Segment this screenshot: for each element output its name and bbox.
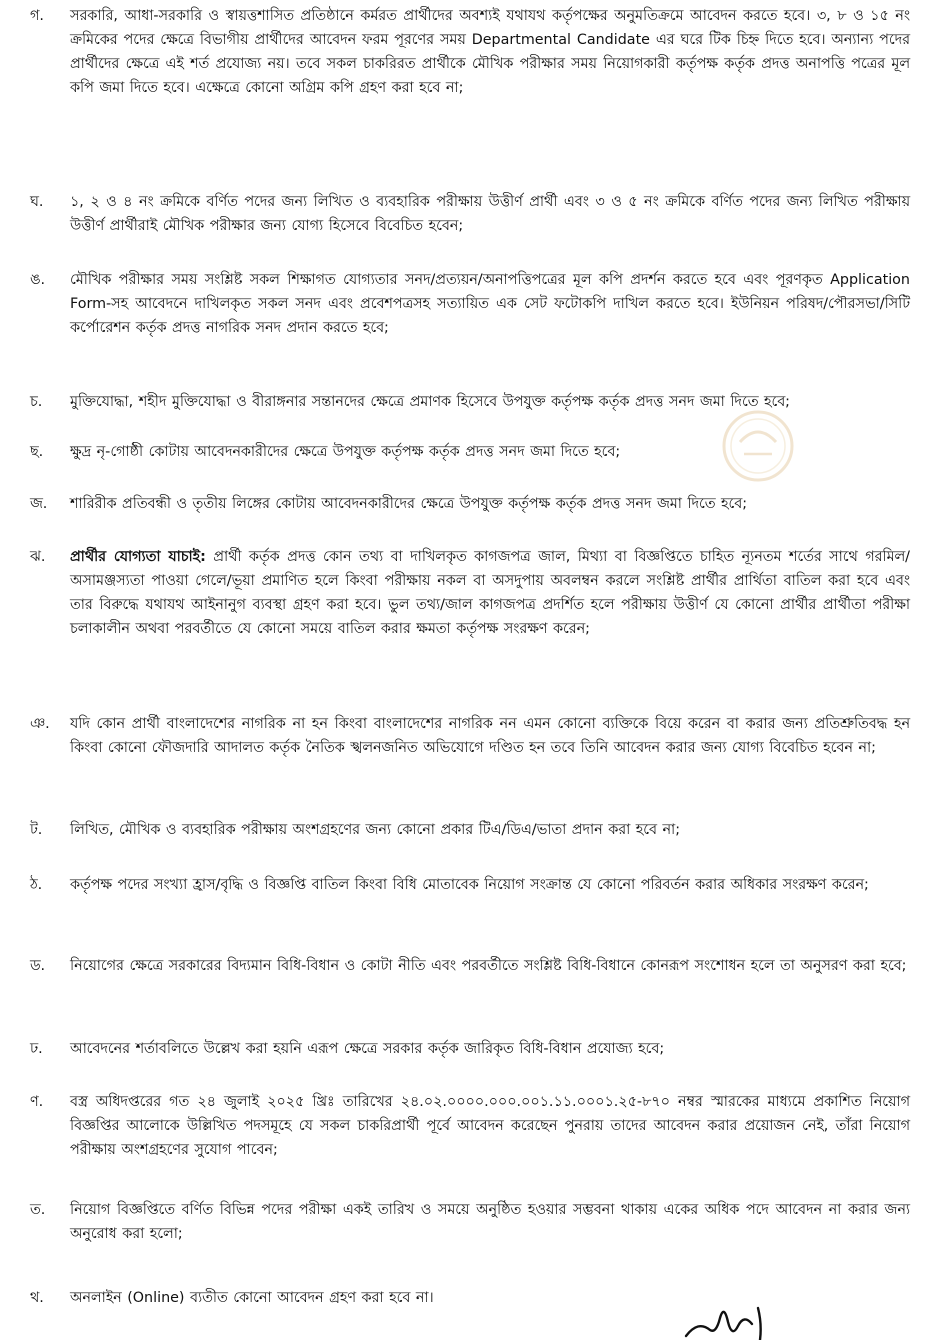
clause-text: কর্তৃপক্ষ পদের সংখ্যা হ্রাস/বৃদ্ধি ও বিজ্ঞপ্তি বাতিল কিংবা বিধি মোতাবেক নিয়োগ সংক্রান্ত যে কোনো পরিবর্তন করার অধিকার সংরক্ষণ করেন; bbox=[70, 877, 869, 893]
clause-text: সরকারি, আধা-সরকারি ও স্বায়ত্তশাসিত প্রতিষ্ঠানে কর্মরত প্রার্থীদের অবশ্যই যথাযথ কর্তৃপক্ষের অনুমতিক্রমে আবেদন করতে হবে। ৩, ৮ ও ১৫ নং ক্রমিকের পদের ক্ষেত্রে বিভাগীয় প্রার্থীদের আবেদন ফরম পূরণের সময় Departmental Candidate এর ঘরে টিক চিহ্ন দিতে হবে। অন্যান্য পদের প্রার্থীদের ক্ষেত্রে এই শর্ত প্রযোজ্য নয়। তবে সকল চাকরিরত প্রার্থীকে মৌখিক পরীক্ষার সময় নিয়োগকারী কর্তৃপক্ষ কর্তৃক প্রদত্ত অনাপত্তি পত্রের মূল কপি জমা দিতে হবে। এক্ষেত্রে কোনো অগ্রিম কপি গ্রহণ করা হবে না; bbox=[70, 8, 910, 96]
clause-text: অনলাইন (Online) ব্যতীত কোনো আবেদন গ্রহণ করা হবে না। bbox=[70, 1290, 434, 1306]
clause-text: বস্ত্র অধিদপ্তরের গত ২৪ জুলাই ২০২৫ খ্রিঃ তারিখের ২৪.০২.০০০০.০০০.০০১.১১.০০০১.২৫-৮৭০ নম্বর স্মারকের মাধ্যমে প্রকাশিত নিয়োগ বিজ্ঞপ্তির আলোকে উল্লিখিত পদসমূহে যে সকল চাকরিপ্রার্থী পূর্বে আবেদন করেছেন পুনরায় তাদের আবেদন করার প্রয়োজন নেই, তাঁরা নিয়োগ পরীক্ষায় অংশগ্রহণের সুযোগ পাবেন; bbox=[70, 1094, 910, 1158]
clause-marker: চ. bbox=[30, 394, 43, 410]
clause-gha bbox=[30, 190, 910, 238]
clause-text: শারিরীক প্রতিবন্ধী ও তৃতীয় লিঙ্গের কোটায় আবেদনকারীদের ক্ষেত্রে উপযুক্ত কর্তৃপক্ষ কর্তৃক প্রদত্ত সনদ জমা দিতে হবে; bbox=[70, 496, 748, 512]
clause-marker: ড. bbox=[30, 958, 46, 974]
clause-ttha bbox=[30, 873, 910, 897]
clause-tta bbox=[30, 818, 910, 842]
clause-text: যদি কোন প্রার্থী বাংলাদেশের নাগরিক না হন কিংবা বাংলাদেশের নাগরিক নন এমন কোনো ব্যক্তিকে বিয়ে করেন বা করার জন্য প্রতিশ্রুতিবদ্ধ হন কিংবা কোনো ফৌজদারি আদালত কর্তৃক নৈতিক স্খলনজনিত অভিযোগে দণ্ডিত হন তবে তিনি আবেদন করার জন্য যোগ্য বিবেচিত হবেন না; bbox=[70, 716, 910, 756]
clause-dda bbox=[30, 954, 910, 978]
clause-marker: ঘ. bbox=[30, 194, 44, 210]
clause-text: আবেদনের শর্তাবলিতে উল্লেখ করা হয়নি এরূপ ক্ষেত্রে সরকার কর্তৃক জারিকৃত বিধি-বিধান প্রযোজ্য হবে; bbox=[70, 1041, 665, 1057]
watermark-logo-icon bbox=[720, 408, 796, 484]
clause-jha bbox=[30, 545, 910, 641]
clause-ta bbox=[30, 1198, 910, 1246]
clause-text: নিয়োগের ক্ষেত্রে সরকারের বিদ্যমান বিধি-বিধান ও কোটা নীতি এবং পরবর্তীতে সংশ্লিষ্ট বিধি-বিধানে কোনরূপ সংশোধন হলে তা অনুসরণ করা হবে; bbox=[70, 958, 907, 974]
candidate-verification-heading: প্রার্থীর যোগ্যতা যাচাই: bbox=[70, 549, 206, 565]
clause-text: লিখিত, মৌখিক ও ব্যবহারিক পরীক্ষায় অংশগ্রহণের জন্য কোনো প্রকার টিএ/ডিএ/ভাতা প্রদান করা হবে না; bbox=[70, 822, 681, 838]
clause-text: মৌখিক পরীক্ষার সময় সংশ্লিষ্ট সকল শিক্ষাগত যোগ্যতার সনদ/প্রত্যয়ন/অনাপত্তিপত্রের মূল কপি প্রদর্শন করতে হবে এবং পূরণকৃত Application Form-সহ আবেদনে দাখিলকৃত সকল সনদ এবং প্রবেশপত্রসহ সত্যায়িত এক সেট ফটোকপি দাখিল করতে হবে। ইউনিয়ন পরিষদ/পৌরসভা/সিটি কর্পোরেশন কর্তৃক প্রদত্ত নাগরিক সনদ প্রদান করতে হবে; bbox=[70, 272, 910, 336]
clause-marker: থ. bbox=[30, 1290, 44, 1306]
clause-uma bbox=[30, 268, 910, 340]
clause-marker: ঞ. bbox=[30, 716, 50, 732]
clause-marker: ঠ. bbox=[30, 877, 43, 893]
clause-marker: গ. bbox=[30, 8, 44, 24]
clause-marker: ঝ. bbox=[30, 549, 46, 565]
signature-mark bbox=[680, 1300, 790, 1340]
clause-text: ক্ষুদ্র নৃ-গোষ্ঠী কোটায় আবেদনকারীদের ক্ষেত্রে উপযুক্ত কর্তৃপক্ষ কর্তৃক প্রদত্ত সনদ জমা দিতে হবে; bbox=[70, 444, 621, 460]
clause-marker: ণ. bbox=[30, 1094, 44, 1110]
clause-text: নিয়োগ বিজ্ঞপ্তিতে বর্ণিত বিভিন্ন পদের পরীক্ষা একই তারিখ ও সময়ে অনুষ্ঠিত হওয়ার সম্ভবনা থাকায় একের অধিক পদে আবেদন না করার জন্য অনুরোধ করা হলো; bbox=[70, 1202, 910, 1242]
clause-ja bbox=[30, 492, 910, 516]
clause-marker: জ. bbox=[30, 496, 48, 512]
clause-marker: ঢ. bbox=[30, 1041, 43, 1057]
clause-marker: ত. bbox=[30, 1202, 46, 1218]
clause-nna bbox=[30, 1090, 910, 1162]
clause-text: ১, ২ ও ৪ নং ক্রমিকে বর্ণিত পদের জন্য লিখিত ও ব্যবহারিক পরীক্ষায় উত্তীর্ণ প্রার্থী এবং ৩ ও ৫ নং ক্রমিকে বর্ণিত পদের জন্য লিখিত পরীক্ষায় উত্তীর্ণ প্রার্থীরাই মৌখিক পরীক্ষার জন্য যোগ্য হিসেবে বিবেচিত হবেন; bbox=[70, 194, 910, 234]
clause-marker: ঙ. bbox=[30, 272, 46, 288]
clause-text: প্রার্থী কর্তৃক প্রদত্ত কোন তথ্য বা দাখিলকৃত কাগজপত্র জাল, মিথ্যা বা বিজ্ঞপ্তিতে চাহিত ন্যূনতম শর্তের সাথে গরমিল/অসামঞ্জস্যতা পাওয়া গেলে/ভূয়া প্রমাণিত হলে কিংবা পরীক্ষায় নকল বা অসদুপায় অবলম্বন করলে সংশ্লিষ্ট প্রার্থীর প্রার্থিতা বাতিল করা হবে এবং তার বিরুদ্ধে যথাযথ আইনানুগ ব্যবস্থা গ্রহণ করা হবে। ভুল তথ্য/জাল কাগজপত্র প্রদর্শিত হলে পরীক্ষায় উত্তীর্ণ যে কোনো প্রার্থীর প্রার্থীতা পরীক্ষা চলাকালীন অথবা পরবর্তীতে যে কোনো সময়ে বাতিল করার ক্ষমতা কর্তৃপক্ষ সংরক্ষণ করেন; bbox=[70, 549, 910, 637]
clause-marker: ট. bbox=[30, 822, 43, 838]
clause-ga bbox=[30, 4, 910, 100]
clause-ddha bbox=[30, 1037, 910, 1061]
clause-text: মুক্তিযোদ্ধা, শহীদ মুক্তিযোদ্ধা ও বীরাঙ্গনার সন্তানদের ক্ষেত্রে প্রমাণক হিসেবে উপযুক্ত কর্তৃপক্ষ কর্তৃক প্রদত্ত সনদ জমা দিতে হবে; bbox=[70, 394, 790, 410]
clause-marker: ছ. bbox=[30, 444, 44, 460]
clause-nya bbox=[30, 712, 910, 760]
